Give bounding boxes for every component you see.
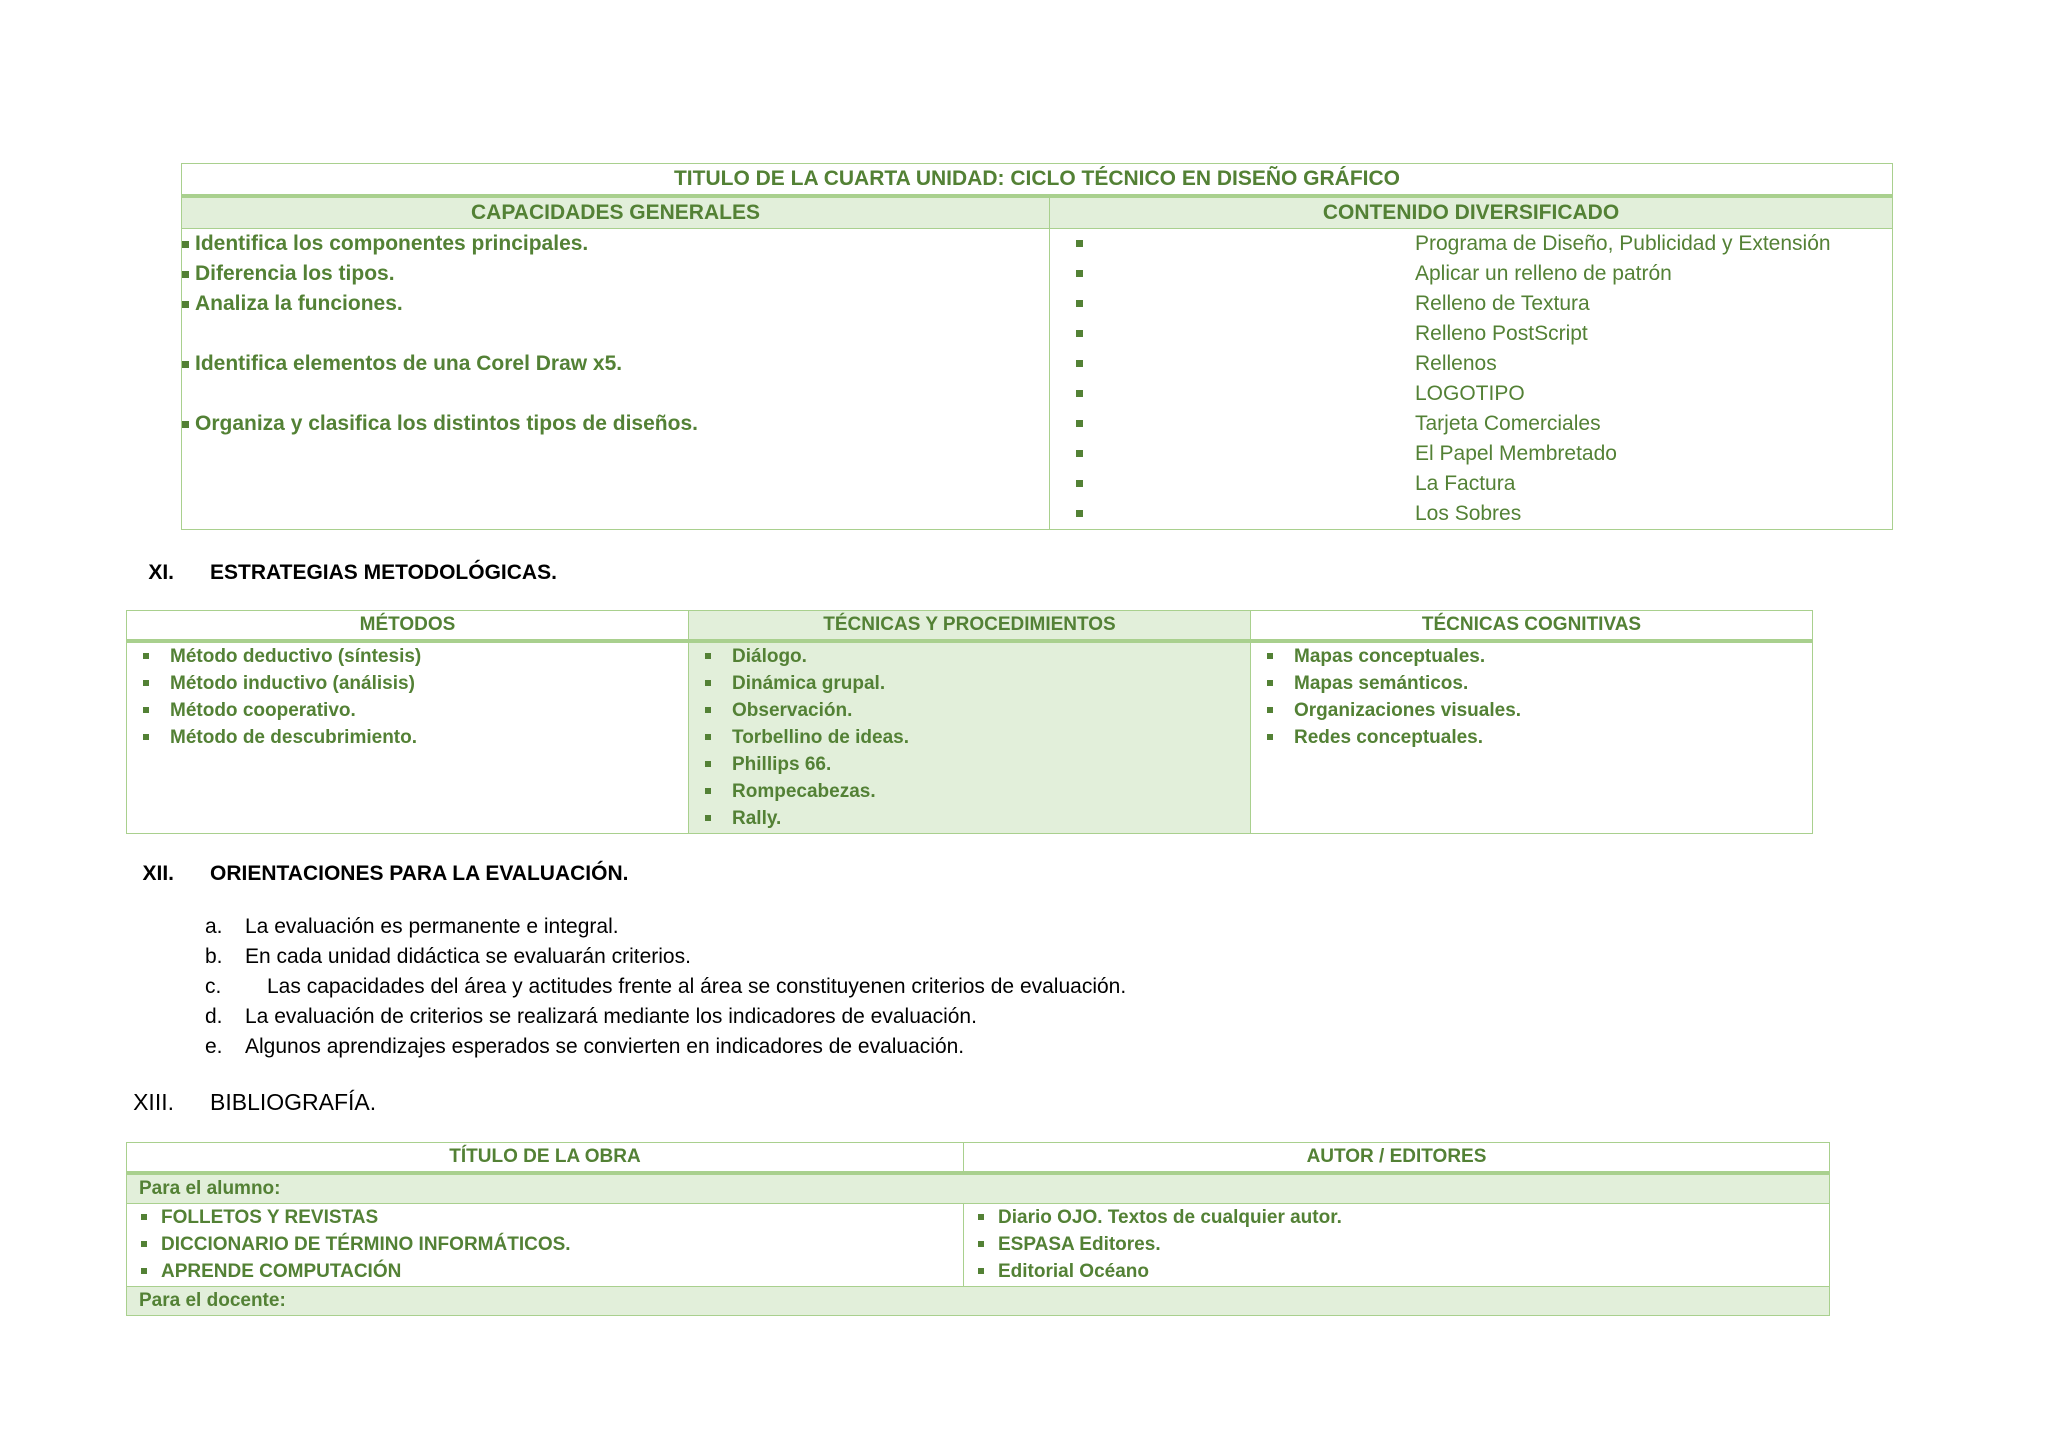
square-bullet-icon xyxy=(705,815,711,821)
square-bullet-icon xyxy=(143,734,149,740)
list-item: Los Sobres xyxy=(1050,499,1892,529)
section-number: XIII. xyxy=(133,1089,174,1115)
section-title: BIBLIOGRAFÍA. xyxy=(210,1089,377,1115)
square-bullet-icon xyxy=(141,1268,147,1274)
list-item: b. En cada unidad didáctica se evaluarán criterios. xyxy=(205,945,691,968)
square-bullet-icon xyxy=(1267,734,1273,740)
teacher-section-label: Para el docente: xyxy=(127,1287,1830,1316)
bibliography-table xyxy=(126,1142,1830,1316)
list-item: El Papel Membretado xyxy=(1050,439,1892,469)
list-item: Phillips 66. xyxy=(689,751,1250,778)
square-bullet-icon xyxy=(1076,390,1083,397)
list-item: Programa de Diseño, Publicidad y Extensión xyxy=(1050,229,1892,259)
header-autor: AUTOR / EDITORES xyxy=(964,1143,1830,1174)
square-bullet-icon xyxy=(1076,420,1083,427)
square-bullet-icon xyxy=(1267,680,1273,686)
list-item: Mapas conceptuales. xyxy=(1251,643,1812,670)
header-cognitivas: TÉCNICAS COGNITIVAS xyxy=(1251,611,1813,642)
square-bullet-icon xyxy=(182,301,189,308)
square-bullet-icon xyxy=(141,1241,147,1247)
list-item: Relleno PostScript xyxy=(1050,319,1892,349)
list-item: FOLLETOS Y REVISTAS xyxy=(127,1204,963,1231)
header-tecnicas: TÉCNICAS Y PROCEDIMIENTOS xyxy=(689,611,1251,642)
unit-table xyxy=(181,163,1893,530)
list-spacer xyxy=(182,379,1049,409)
capacidades-cell xyxy=(182,229,1050,530)
evaluation-list xyxy=(205,912,1305,1062)
square-bullet-icon xyxy=(978,1241,984,1247)
list-item: Método deductivo (síntesis) xyxy=(127,643,688,670)
square-bullet-icon xyxy=(705,680,711,686)
section-xi-heading xyxy=(126,559,826,589)
list-item: Organizaciones visuales. xyxy=(1251,697,1812,724)
square-bullet-icon xyxy=(705,788,711,794)
square-bullet-icon xyxy=(143,653,149,659)
square-bullet-icon xyxy=(1267,653,1273,659)
square-bullet-icon xyxy=(1076,360,1083,367)
square-bullet-icon xyxy=(978,1268,984,1274)
list-item: Método de descubrimiento. xyxy=(127,724,688,751)
list-item: Diferencia los tipos. xyxy=(182,259,1049,289)
list-item: La Factura xyxy=(1050,469,1892,499)
list-item: a. La evaluación es permanente e integral. xyxy=(205,915,619,938)
square-bullet-icon xyxy=(705,653,711,659)
authors-list xyxy=(964,1204,1829,1285)
list-item: LOGOTIPO xyxy=(1050,379,1892,409)
unit-table-title: TITULO DE LA CUARTA UNIDAD: CICLO TÉCNICO EN DISEÑO GRÁFICO xyxy=(182,164,1893,197)
contenido-list xyxy=(1050,229,1892,529)
cognitivas-list xyxy=(1251,643,1812,751)
section-xii-heading xyxy=(126,860,926,890)
square-bullet-icon xyxy=(141,1214,147,1220)
list-item: Editorial Océano xyxy=(964,1258,1829,1285)
tecnicas-cell xyxy=(689,641,1251,834)
list-item: APRENDE COMPUTACIÓN xyxy=(127,1258,963,1285)
list-item: DICCIONARIO DE TÉRMINO INFORMÁTICOS. xyxy=(127,1231,963,1258)
section-title: ESTRATEGIAS METODOLÓGICAS. xyxy=(210,561,557,584)
titles-cell xyxy=(127,1204,964,1287)
list-item: Método cooperativo. xyxy=(127,697,688,724)
cognitivas-cell xyxy=(1251,641,1813,834)
square-bullet-icon xyxy=(1076,330,1083,337)
square-bullet-icon xyxy=(1076,510,1083,517)
square-bullet-icon xyxy=(705,761,711,767)
metodos-cell xyxy=(127,641,689,834)
square-bullet-icon xyxy=(182,361,189,368)
square-bullet-icon xyxy=(1076,300,1083,307)
authors-cell xyxy=(964,1204,1830,1287)
square-bullet-icon xyxy=(1076,270,1083,277)
student-section-label: Para el alumno: xyxy=(127,1173,1830,1204)
list-item: Mapas semánticos. xyxy=(1251,670,1812,697)
list-item: Rally. xyxy=(689,805,1250,832)
list-item: c. Las capacidades del área y actitudes frente al área se constituyenen criterios de evaluación. xyxy=(205,975,1127,998)
square-bullet-icon xyxy=(1076,450,1083,457)
tecnicas-list xyxy=(689,643,1250,832)
list-item: Método inductivo (análisis) xyxy=(127,670,688,697)
square-bullet-icon xyxy=(182,271,189,278)
square-bullet-icon xyxy=(182,241,189,248)
contenido-cell xyxy=(1050,229,1893,530)
list-item: Redes conceptuales. xyxy=(1251,724,1812,751)
list-item: Organiza y clasifica los distintos tipos de diseños. xyxy=(182,409,1049,439)
list-item: Torbellino de ideas. xyxy=(689,724,1250,751)
square-bullet-icon xyxy=(182,421,189,428)
header-metodos: MÉTODOS xyxy=(127,611,689,642)
list-item: Aplicar un relleno de patrón xyxy=(1050,259,1892,289)
strategies-table xyxy=(126,610,1813,834)
square-bullet-icon xyxy=(143,707,149,713)
header-contenido: CONTENIDO DIVERSIFICADO xyxy=(1050,196,1893,229)
square-bullet-icon xyxy=(1076,480,1083,487)
list-item: Identifica los componentes principales. xyxy=(182,229,1049,259)
section-xiii-heading xyxy=(126,1088,726,1120)
list-item: Observación. xyxy=(689,697,1250,724)
square-bullet-icon xyxy=(143,680,149,686)
list-item: ESPASA Editores. xyxy=(964,1231,1829,1258)
list-item: Identifica elementos de una Corel Draw x5. xyxy=(182,349,1049,379)
square-bullet-icon xyxy=(1267,707,1273,713)
square-bullet-icon xyxy=(705,707,711,713)
list-item: Diálogo. xyxy=(689,643,1250,670)
list-item: Rompecabezas. xyxy=(689,778,1250,805)
list-spacer xyxy=(182,319,1049,349)
list-item: Relleno de Textura xyxy=(1050,289,1892,319)
header-capacidades: CAPACIDADES GENERALES xyxy=(182,196,1050,229)
metodos-list xyxy=(127,643,688,751)
list-item: e. Algunos aprendizajes esperados se convierten en indicadores de evaluación. xyxy=(205,1035,965,1058)
list-item: Tarjeta Comerciales xyxy=(1050,409,1892,439)
list-item: Rellenos xyxy=(1050,349,1892,379)
square-bullet-icon xyxy=(705,734,711,740)
header-titulo: TÍTULO DE LA OBRA xyxy=(127,1143,964,1174)
section-number: XII. xyxy=(142,862,174,885)
list-item: Analiza la funciones. xyxy=(182,289,1049,319)
section-title: ORIENTACIONES PARA LA EVALUACIÓN. xyxy=(210,862,629,885)
section-number: XI. xyxy=(148,561,174,584)
list-item: d. La evaluación de criterios se realizará mediante los indicadores de evaluación. xyxy=(205,1005,977,1028)
titles-list xyxy=(127,1204,963,1285)
list-item: Diario OJO. Textos de cualquier autor. xyxy=(964,1204,1829,1231)
capacidades-list xyxy=(182,229,1049,439)
square-bullet-icon xyxy=(1076,240,1083,247)
square-bullet-icon xyxy=(978,1214,984,1220)
list-item: Dinámica grupal. xyxy=(689,670,1250,697)
